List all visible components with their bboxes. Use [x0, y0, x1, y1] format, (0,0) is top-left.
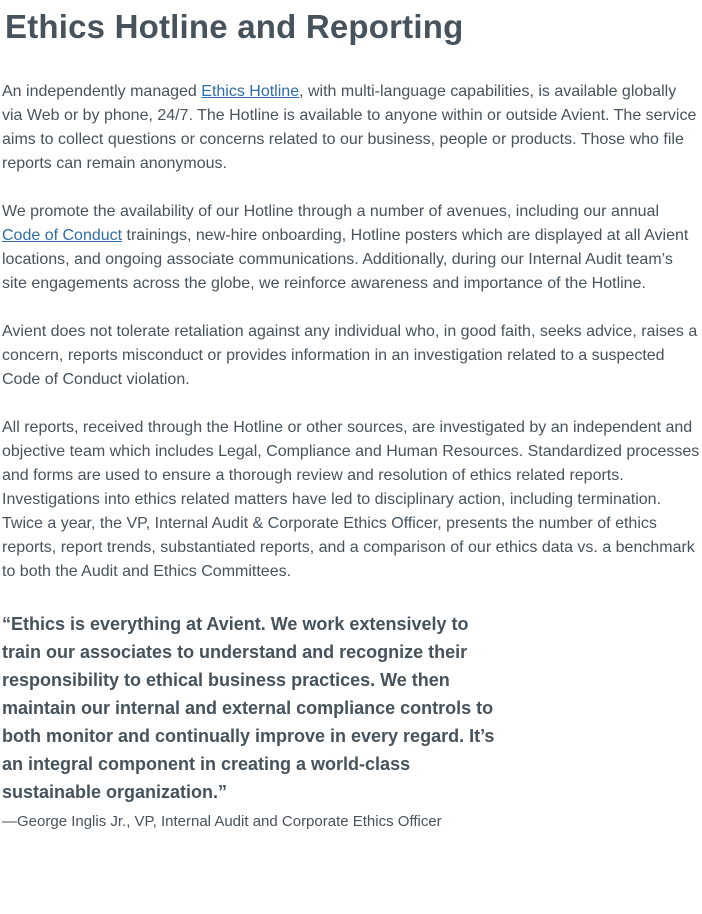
paragraph-text: trainings, new-hire onboarding, Hotline posters which are displayed at all Avient locations, and ongoing associate communications. Additionally, during our Internal Audit team’s site engagements across the globe, we reinforce awareness and importance of the Hotline. [2, 227, 689, 292]
paragraph-text: All reports, received through the Hotline or other sources, are investigated by an independent and objective team which includes Legal, Compliance and Human Resources. Standardized processes and forms are used to ensure a thorough review and resolution of ethics related reports. Investigations into ethics related matters have led to disciplinary action, including termination. Twice a year, the VP, Internal Audit & Corporate Ethics Officer, presents the number of ethics reports, report trends, substantiated reports, and a comparison of our ethics data vs. a benchmark to both the Audit and Ethics Committees. [2, 419, 700, 580]
code-of-conduct-link[interactable]: Code of Conduct [2, 227, 123, 244]
paragraph [2, 80, 700, 176]
body-paragraphs [2, 80, 700, 584]
paragraph [2, 200, 700, 296]
quote-attribution: —George Inglis Jr., VP, Internal Audit and Corporate Ethics Officer [2, 813, 442, 830]
ethics-hotline-link[interactable]: Ethics Hotline [201, 83, 300, 100]
paragraph-text: Avient does not tolerate retaliation against any individual who, in good faith, seeks advice, raises a concern, reports misconduct or provides information in an investigation related to a suspected Code of Conduct violation. [2, 323, 698, 388]
pull-quote: “Ethics is everything at Avient. We work extensively to train our associates to understand and recognize their responsibility to ethical business practices. We then maintain our internal and external compliance controls to both monitor and continually improve in every regard. It’s an integral component in creating a world-class sustainable organization.” [2, 614, 495, 802]
paragraph-text: We promote the availability of our Hotline through a number of avenues, including our annual [2, 203, 659, 220]
paragraph [2, 320, 700, 392]
paragraph-text: An independently managed [2, 83, 202, 100]
paragraph [2, 416, 700, 584]
page-title: Ethics Hotline and Reporting [5, 8, 464, 45]
paragraph-text: , with multi-language capabilities, is available globally via Web or by phone, 24/7. The Hotline is available to anyone within or outside Avient. The service aims to collect questions or concerns related to our business, people or products. Those who file reports can remain anonymous. [2, 83, 697, 172]
